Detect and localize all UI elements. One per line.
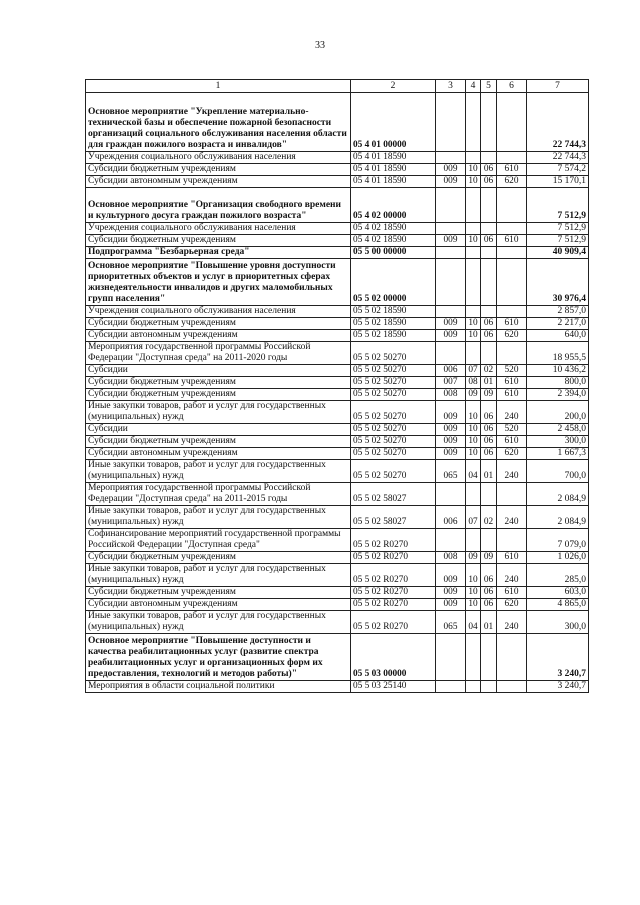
row-section-cell: 04 xyxy=(466,460,481,483)
row-amount-cell: 22 744,3 xyxy=(527,152,589,164)
header-row xyxy=(86,80,589,93)
row-expense-type-cell: 520 xyxy=(497,424,527,436)
table-row xyxy=(86,564,589,587)
row-subsection-cell: 06 xyxy=(481,587,497,599)
row-code-cell: 05 5 02 R0270 xyxy=(351,564,436,587)
row-expense-type-cell: 240 xyxy=(497,460,527,483)
row-section-cell xyxy=(466,342,481,365)
row-section-cell xyxy=(466,259,481,306)
row-expense-type-cell xyxy=(497,247,527,259)
row-expense-type-cell xyxy=(497,529,527,552)
table-row xyxy=(86,506,589,529)
row-section-cell: 10 xyxy=(466,448,481,460)
row-ministry-cell: 009 xyxy=(436,564,466,587)
row-expense-type-cell: 240 xyxy=(497,401,527,424)
row-section-cell: 08 xyxy=(466,377,481,389)
row-amount-cell: 1 667,3 xyxy=(527,448,589,460)
row-subsection-cell: 06 xyxy=(481,436,497,448)
row-subsection-cell: 09 xyxy=(481,389,497,401)
table-row xyxy=(86,599,589,611)
row-amount-cell: 700,0 xyxy=(527,460,589,483)
row-name-cell: Подпрограмма "Безбарьерная среда" xyxy=(86,247,351,259)
row-expense-type-cell xyxy=(497,342,527,365)
row-amount-cell: 640,0 xyxy=(527,330,589,342)
row-expense-type-cell: 610 xyxy=(497,389,527,401)
row-code-cell: 05 5 02 50270 xyxy=(351,436,436,448)
row-expense-type-cell: 610 xyxy=(497,164,527,176)
row-subsection-cell: 09 xyxy=(481,552,497,564)
row-subsection-cell: 06 xyxy=(481,599,497,611)
row-expense-type-cell xyxy=(497,93,527,152)
row-ministry-cell: 009 xyxy=(436,599,466,611)
row-code-cell: 05 4 01 18590 xyxy=(351,164,436,176)
table-row xyxy=(86,483,589,506)
row-section-cell: 10 xyxy=(466,318,481,330)
row-expense-type-cell: 610 xyxy=(497,318,527,330)
row-expense-type-cell xyxy=(497,188,527,223)
row-amount-cell: 285,0 xyxy=(527,564,589,587)
row-expense-type-cell xyxy=(497,634,527,681)
row-name-cell: Субсидии бюджетным учреждениям xyxy=(86,436,351,448)
row-expense-type-cell: 520 xyxy=(497,365,527,377)
row-section-cell xyxy=(466,306,481,318)
row-amount-cell: 10 436,2 xyxy=(527,365,589,377)
row-amount-cell: 2 084,9 xyxy=(527,506,589,529)
row-code-cell: 05 4 02 00000 xyxy=(351,188,436,223)
row-name-cell: Иные закупки товаров, работ и услуг для государственных (муниципальных) нужд xyxy=(86,401,351,424)
row-name-cell: Субсидии бюджетным учреждениям xyxy=(86,377,351,389)
row-name-cell: Мероприятия в области социальной политики xyxy=(86,681,351,693)
row-section-cell: 09 xyxy=(466,389,481,401)
table-row xyxy=(86,611,589,634)
row-subsection-cell: 06 xyxy=(481,164,497,176)
row-ministry-cell xyxy=(436,483,466,506)
row-code-cell: 05 5 02 50270 xyxy=(351,377,436,389)
row-subsection-cell: 06 xyxy=(481,176,497,188)
row-expense-type-cell xyxy=(497,223,527,235)
row-code-cell: 05 5 02 50270 xyxy=(351,342,436,365)
table-row xyxy=(86,259,589,306)
row-code-cell: 05 5 03 00000 xyxy=(351,634,436,681)
table-row xyxy=(86,318,589,330)
row-name-cell: Основное мероприятие "Повышение уровня доступности приоритетных объектов и услуг в приоритетных сферах жизнедеятельности инвалидов и других маломобильных групп населения" xyxy=(86,259,351,306)
row-expense-type-cell: 610 xyxy=(497,377,527,389)
row-subsection-cell xyxy=(481,342,497,365)
row-section-cell: 10 xyxy=(466,599,481,611)
row-subsection-cell xyxy=(481,529,497,552)
row-expense-type-cell xyxy=(497,306,527,318)
row-section-cell: 10 xyxy=(466,401,481,424)
row-expense-type-cell: 620 xyxy=(497,448,527,460)
row-code-cell: 05 5 00 00000 xyxy=(351,247,436,259)
table-row xyxy=(86,93,589,152)
header-col-1: 1 xyxy=(86,80,351,93)
row-subsection-cell: 06 xyxy=(481,318,497,330)
row-amount-cell: 7 512,9 xyxy=(527,188,589,223)
row-code-cell: 05 5 02 18590 xyxy=(351,318,436,330)
header-col-2: 2 xyxy=(351,80,436,93)
table-row xyxy=(86,424,589,436)
row-section-cell: 10 xyxy=(466,424,481,436)
row-amount-cell: 2 857,0 xyxy=(527,306,589,318)
row-amount-cell: 2 458,0 xyxy=(527,424,589,436)
row-expense-type-cell: 610 xyxy=(497,436,527,448)
row-code-cell: 05 5 02 50270 xyxy=(351,460,436,483)
row-ministry-cell xyxy=(436,152,466,164)
row-amount-cell: 200,0 xyxy=(527,401,589,424)
header-col-5: 5 xyxy=(481,80,497,93)
row-section-cell: 07 xyxy=(466,506,481,529)
row-name-cell: Основное мероприятие "Укрепление материально-технической базы и обеспечение пожарной безопасности организаций социального обслуживания населения области для граждан пожилого возраста и инвалидов" xyxy=(86,93,351,152)
row-amount-cell: 2 217,0 xyxy=(527,318,589,330)
row-code-cell: 05 5 02 18590 xyxy=(351,330,436,342)
table-row xyxy=(86,448,589,460)
row-ministry-cell: 006 xyxy=(436,365,466,377)
row-ministry-cell: 008 xyxy=(436,552,466,564)
row-name-cell: Иные закупки товаров, работ и услуг для государственных (муниципальных) нужд xyxy=(86,460,351,483)
row-section-cell: 10 xyxy=(466,176,481,188)
row-subsection-cell xyxy=(481,93,497,152)
row-code-cell: 05 5 02 50270 xyxy=(351,424,436,436)
row-amount-cell: 7 512,9 xyxy=(527,235,589,247)
row-subsection-cell xyxy=(481,483,497,506)
row-code-cell: 05 5 02 R0270 xyxy=(351,529,436,552)
row-section-cell: 10 xyxy=(466,564,481,587)
row-subsection-cell xyxy=(481,152,497,164)
row-code-cell: 05 5 02 18590 xyxy=(351,306,436,318)
row-ministry-cell xyxy=(436,93,466,152)
table-row xyxy=(86,235,589,247)
row-section-cell: 10 xyxy=(466,164,481,176)
row-code-cell: 05 4 01 18590 xyxy=(351,176,436,188)
row-expense-type-cell: 240 xyxy=(497,506,527,529)
row-code-cell: 05 5 02 50270 xyxy=(351,365,436,377)
row-amount-cell: 15 170,1 xyxy=(527,176,589,188)
row-section-cell xyxy=(466,188,481,223)
row-subsection-cell: 06 xyxy=(481,235,497,247)
row-amount-cell: 7 574,2 xyxy=(527,164,589,176)
row-section-cell xyxy=(466,634,481,681)
row-section-cell: 10 xyxy=(466,330,481,342)
row-ministry-cell xyxy=(436,223,466,235)
table-row xyxy=(86,634,589,681)
row-code-cell: 05 5 02 50270 xyxy=(351,401,436,424)
row-amount-cell: 300,0 xyxy=(527,611,589,634)
row-amount-cell: 22 744,3 xyxy=(527,93,589,152)
row-ministry-cell xyxy=(436,247,466,259)
row-section-cell: 04 xyxy=(466,611,481,634)
row-amount-cell: 800,0 xyxy=(527,377,589,389)
row-amount-cell: 2 084,9 xyxy=(527,483,589,506)
row-code-cell: 05 5 02 50270 xyxy=(351,389,436,401)
row-amount-cell: 603,0 xyxy=(527,587,589,599)
row-name-cell: Субсидии бюджетным учреждениям xyxy=(86,318,351,330)
row-name-cell: Субсидии бюджетным учреждениям xyxy=(86,552,351,564)
row-name-cell: Мероприятия государственной программы Российской Федерации "Доступная среда" на 2011-2020 годы xyxy=(86,342,351,365)
row-section-cell: 10 xyxy=(466,235,481,247)
row-name-cell: Субсидии бюджетным учреждениям xyxy=(86,587,351,599)
table-row xyxy=(86,342,589,365)
row-code-cell: 05 5 03 25140 xyxy=(351,681,436,693)
row-ministry-cell: 009 xyxy=(436,318,466,330)
row-amount-cell: 7 079,0 xyxy=(527,529,589,552)
table-body xyxy=(86,93,589,693)
row-name-cell: Субсидии бюджетным учреждениям xyxy=(86,164,351,176)
row-amount-cell: 2 394,0 xyxy=(527,389,589,401)
table-row xyxy=(86,552,589,564)
table-row xyxy=(86,223,589,235)
row-section-cell xyxy=(466,529,481,552)
table-row xyxy=(86,330,589,342)
row-subsection-cell: 01 xyxy=(481,611,497,634)
row-expense-type-cell: 610 xyxy=(497,587,527,599)
row-section-cell xyxy=(466,247,481,259)
table-row xyxy=(86,529,589,552)
row-ministry-cell xyxy=(436,634,466,681)
row-subsection-cell xyxy=(481,223,497,235)
row-name-cell: Софинансирование мероприятий государственной программы Российской Федерации "Доступная среда" xyxy=(86,529,351,552)
row-subsection-cell xyxy=(481,247,497,259)
table-row xyxy=(86,188,589,223)
row-code-cell: 05 5 02 R0270 xyxy=(351,552,436,564)
row-subsection-cell: 01 xyxy=(481,460,497,483)
table-row xyxy=(86,587,589,599)
header-col-3: 3 xyxy=(436,80,466,93)
row-amount-cell: 40 909,4 xyxy=(527,247,589,259)
row-ministry-cell xyxy=(436,306,466,318)
row-code-cell: 05 5 02 58027 xyxy=(351,483,436,506)
table-row xyxy=(86,436,589,448)
row-ministry-cell: 009 xyxy=(436,235,466,247)
row-amount-cell: 1 026,0 xyxy=(527,552,589,564)
row-expense-type-cell: 620 xyxy=(497,330,527,342)
row-code-cell: 05 5 02 R0270 xyxy=(351,599,436,611)
row-code-cell: 05 5 02 R0270 xyxy=(351,611,436,634)
row-section-cell: 09 xyxy=(466,552,481,564)
header-col-4: 4 xyxy=(466,80,481,93)
row-ministry-cell: 009 xyxy=(436,448,466,460)
table-row xyxy=(86,377,589,389)
row-ministry-cell xyxy=(436,259,466,306)
table-row xyxy=(86,306,589,318)
table-row xyxy=(86,247,589,259)
row-expense-type-cell: 240 xyxy=(497,611,527,634)
row-code-cell: 05 5 02 50270 xyxy=(351,448,436,460)
row-name-cell: Иные закупки товаров, работ и услуг для государственных (муниципальных) нужд xyxy=(86,611,351,634)
row-ministry-cell: 065 xyxy=(436,460,466,483)
row-ministry-cell: 009 xyxy=(436,401,466,424)
row-section-cell xyxy=(466,223,481,235)
row-ministry-cell: 009 xyxy=(436,587,466,599)
row-name-cell: Учреждения социального обслуживания населения xyxy=(86,306,351,318)
row-amount-cell: 3 240,7 xyxy=(527,681,589,693)
row-ministry-cell: 008 xyxy=(436,389,466,401)
table-row xyxy=(86,681,589,693)
row-subsection-cell xyxy=(481,188,497,223)
row-name-cell: Субсидии автономным учреждениям xyxy=(86,330,351,342)
row-ministry-cell: 009 xyxy=(436,330,466,342)
row-code-cell: 05 5 02 58027 xyxy=(351,506,436,529)
row-subsection-cell xyxy=(481,306,497,318)
table-row xyxy=(86,152,589,164)
row-name-cell: Субсидии автономным учреждениям xyxy=(86,176,351,188)
row-name-cell: Иные закупки товаров, работ и услуг для государственных (муниципальных) нужд xyxy=(86,564,351,587)
header-col-6: 6 xyxy=(497,80,527,93)
row-expense-type-cell: 620 xyxy=(497,176,527,188)
row-ministry-cell xyxy=(436,681,466,693)
row-expense-type-cell: 610 xyxy=(497,235,527,247)
row-section-cell xyxy=(466,93,481,152)
row-ministry-cell xyxy=(436,188,466,223)
table-row xyxy=(86,176,589,188)
row-expense-type-cell: 620 xyxy=(497,599,527,611)
row-code-cell: 05 5 02 00000 xyxy=(351,259,436,306)
header-col-7: 7 xyxy=(527,80,589,93)
row-expense-type-cell xyxy=(497,259,527,306)
row-subsection-cell: 06 xyxy=(481,564,497,587)
row-name-cell: Субсидии xyxy=(86,365,351,377)
table-row xyxy=(86,389,589,401)
row-ministry-cell xyxy=(436,342,466,365)
row-expense-type-cell xyxy=(497,681,527,693)
row-code-cell: 05 4 02 18590 xyxy=(351,235,436,247)
row-code-cell: 05 4 01 18590 xyxy=(351,152,436,164)
table-row xyxy=(86,460,589,483)
row-ministry-cell: 009 xyxy=(436,436,466,448)
row-ministry-cell xyxy=(436,529,466,552)
row-name-cell: Иные закупки товаров, работ и услуг для государственных (муниципальных) нужд xyxy=(86,506,351,529)
row-ministry-cell: 006 xyxy=(436,506,466,529)
row-subsection-cell: 01 xyxy=(481,377,497,389)
row-code-cell: 05 5 02 R0270 xyxy=(351,587,436,599)
row-ministry-cell: 009 xyxy=(436,424,466,436)
table-row xyxy=(86,365,589,377)
row-subsection-cell: 02 xyxy=(481,506,497,529)
row-amount-cell: 18 955,5 xyxy=(527,342,589,365)
row-amount-cell: 4 865,0 xyxy=(527,599,589,611)
budget-table xyxy=(85,79,589,693)
row-expense-type-cell: 610 xyxy=(497,552,527,564)
row-name-cell: Субсидии xyxy=(86,424,351,436)
row-expense-type-cell: 240 xyxy=(497,564,527,587)
row-subsection-cell: 06 xyxy=(481,401,497,424)
row-name-cell: Субсидии автономным учреждениям xyxy=(86,599,351,611)
row-amount-cell: 30 976,4 xyxy=(527,259,589,306)
row-ministry-cell: 009 xyxy=(436,176,466,188)
row-subsection-cell xyxy=(481,259,497,306)
row-section-cell xyxy=(466,483,481,506)
row-name-cell: Мероприятия государственной программы Российской Федерации "Доступная среда" на 2011-2015 годы xyxy=(86,483,351,506)
row-ministry-cell: 065 xyxy=(436,611,466,634)
row-name-cell: Учреждения социального обслуживания населения xyxy=(86,152,351,164)
row-section-cell: 10 xyxy=(466,436,481,448)
row-name-cell: Основное мероприятие "Организация свободного времени и культурного досуга граждан пожилого возраста" xyxy=(86,188,351,223)
row-amount-cell: 3 240,7 xyxy=(527,634,589,681)
row-code-cell: 05 4 01 00000 xyxy=(351,93,436,152)
row-name-cell: Учреждения социального обслуживания населения xyxy=(86,223,351,235)
row-section-cell: 10 xyxy=(466,587,481,599)
row-amount-cell: 300,0 xyxy=(527,436,589,448)
row-subsection-cell xyxy=(481,634,497,681)
row-name-cell: Основное мероприятие "Повышение доступности и качества реабилитационных услуг (развитие спектра реабилитационных услуг и организационных форм их предоставления, технологий и методов работы)" xyxy=(86,634,351,681)
row-expense-type-cell xyxy=(497,152,527,164)
table-row xyxy=(86,164,589,176)
row-subsection-cell: 06 xyxy=(481,448,497,460)
row-subsection-cell xyxy=(481,681,497,693)
row-name-cell: Субсидии бюджетным учреждениям xyxy=(86,235,351,247)
table-row xyxy=(86,401,589,424)
row-name-cell: Субсидии автономным учреждениям xyxy=(86,448,351,460)
row-amount-cell: 7 512,9 xyxy=(527,223,589,235)
row-name-cell: Субсидии бюджетным учреждениям xyxy=(86,389,351,401)
row-section-cell xyxy=(466,681,481,693)
row-section-cell xyxy=(466,152,481,164)
row-code-cell: 05 4 02 18590 xyxy=(351,223,436,235)
page-number: 33 xyxy=(315,40,325,51)
row-subsection-cell: 06 xyxy=(481,424,497,436)
row-ministry-cell: 009 xyxy=(436,164,466,176)
row-subsection-cell: 02 xyxy=(481,365,497,377)
row-expense-type-cell xyxy=(497,483,527,506)
row-subsection-cell: 06 xyxy=(481,330,497,342)
row-ministry-cell: 007 xyxy=(436,377,466,389)
row-section-cell: 07 xyxy=(466,365,481,377)
